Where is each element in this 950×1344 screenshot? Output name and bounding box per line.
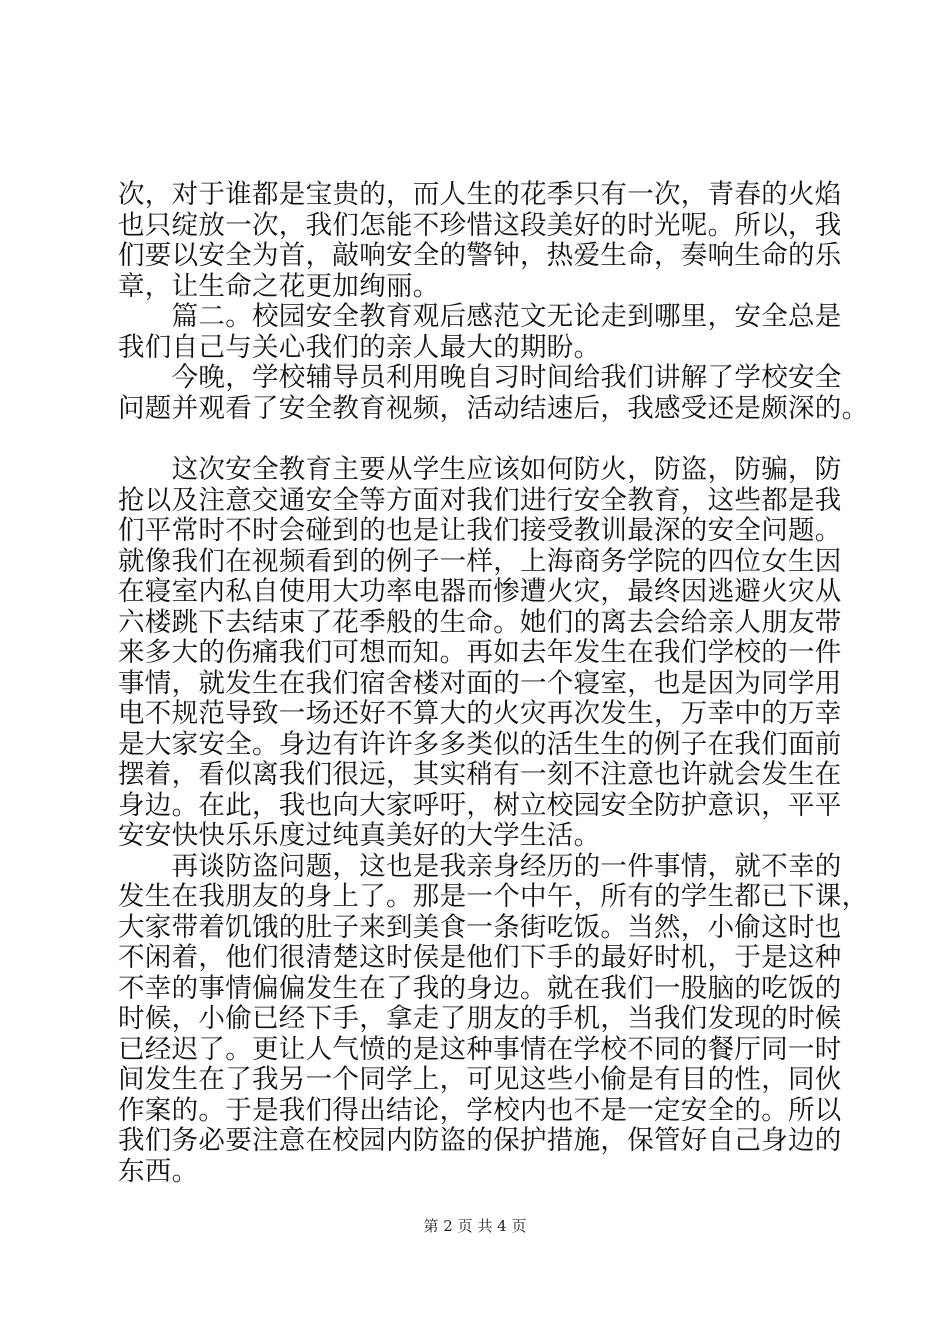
text-line: 作案的。于是我们得出结论，学校内也不是一定安全的。所以: [118, 1094, 842, 1126]
text-line: 抢以及注意交通安全等方面对我们进行安全教育，这些都是我: [118, 484, 842, 516]
text-line: 电不规范导致一场还好不算大的火灾再次发生，万幸中的万幸: [118, 698, 842, 729]
text-line: 也只绽放一次，我们怎能不珍惜这段美好的时光呢。所以，我: [118, 209, 842, 241]
text-line: 大家带着饥饿的肚子来到美食一条街吃饭。当然，小偷这时也: [118, 911, 842, 943]
text-line: 时候，小偷已经下手，拿走了朋友的手机，当我们发现的时候: [118, 1003, 842, 1034]
text-line: 章，让生命之花更加绚丽。: [118, 270, 440, 302]
text-line: 身边。在此，我也向大家呼吁，树立校园安全防护意识，平平: [118, 789, 842, 821]
text-line: 在寝室内私自使用大功率电器而惨遭火灾，最终因逃避火灾从: [118, 576, 842, 607]
text-line: 事情，就发生在我们宿舍楼对面的一个寝室，也是因为同学用: [118, 667, 842, 699]
text-line: 篇二。校园安全教育观后感范文无论走到哪里，安全总是: [118, 301, 842, 332]
text-line: 东西。: [118, 1155, 199, 1187]
text-line: 发生在我朋友的身上了。那是一个中午，所有的学生都已下课，: [118, 881, 869, 912]
text-line: 我们自己与关心我们的亲人最大的期盼。: [118, 331, 601, 363]
text-block-part1: [118, 179, 869, 424]
text-line: 们要以安全为首，敲响安全的警钟，热爱生命，奏响生命的乐: [118, 240, 842, 271]
text-line: 间发生在了我另一个同学上，可见这些小偷是有目的性，同伙: [118, 1064, 842, 1095]
text-line: 就像我们在视频看到的例子一样，上海商务学院的四位女生因: [118, 545, 842, 577]
page-footer: 第 2 页 共 4 页: [423, 1217, 527, 1235]
text-line: 六楼跳下去结束了花季般的生命。她们的离去会给亲人朋友带: [118, 606, 842, 638]
text-line: 这次安全教育主要从学生应该如何防火，防盗，防骗，防: [118, 454, 842, 485]
text-line: 再谈防盗问题，这也是我亲身经历的一件事情，就不幸的: [118, 850, 842, 882]
text-line: 是大家安全。身边有许许多多类似的活生生的例子在我们面前: [118, 728, 842, 760]
text-line: 们平常时不时会碰到的也是让我们接受教训最深的安全问题。: [118, 515, 842, 546]
text-line: 来多大的伤痛我们可想而知。再如去年发生在我们学校的一件: [118, 637, 842, 668]
text-line: 摆着，看似离我们很远，其实稍有一刻不注意也许就会发生在: [118, 759, 842, 790]
text-line: 次，对于谁都是宝贵的，而人生的花季只有一次，青春的火焰: [118, 179, 842, 210]
text-line: 我们务必要注意在校园内防盗的保护措施，保管好自己身边的: [118, 1125, 842, 1156]
document-body: [118, 179, 869, 1187]
text-line: 已经迟了。更让人气愤的是这种事情在学校不同的餐厅同一时: [118, 1033, 842, 1065]
text-line: 安安快快乐乐度过纯真美好的大学生活。: [118, 820, 601, 851]
paragraph-gap: [118, 424, 838, 455]
text-line: 不闲着，他们很清楚这时侯是他们下手的最好时机，于是这种: [118, 942, 842, 973]
text-block-part2: [118, 454, 869, 1187]
text-line: 问题并观看了安全教育视频，活动结速后，我感受还是颇深的。: [118, 392, 869, 424]
text-line: 今晚，学校辅导员利用晚自习时间给我们讲解了学校安全: [118, 362, 842, 393]
text-line: 不幸的事情偏偏发生在了我的身边。就在我们一股脑的吃饭的: [118, 972, 842, 1004]
